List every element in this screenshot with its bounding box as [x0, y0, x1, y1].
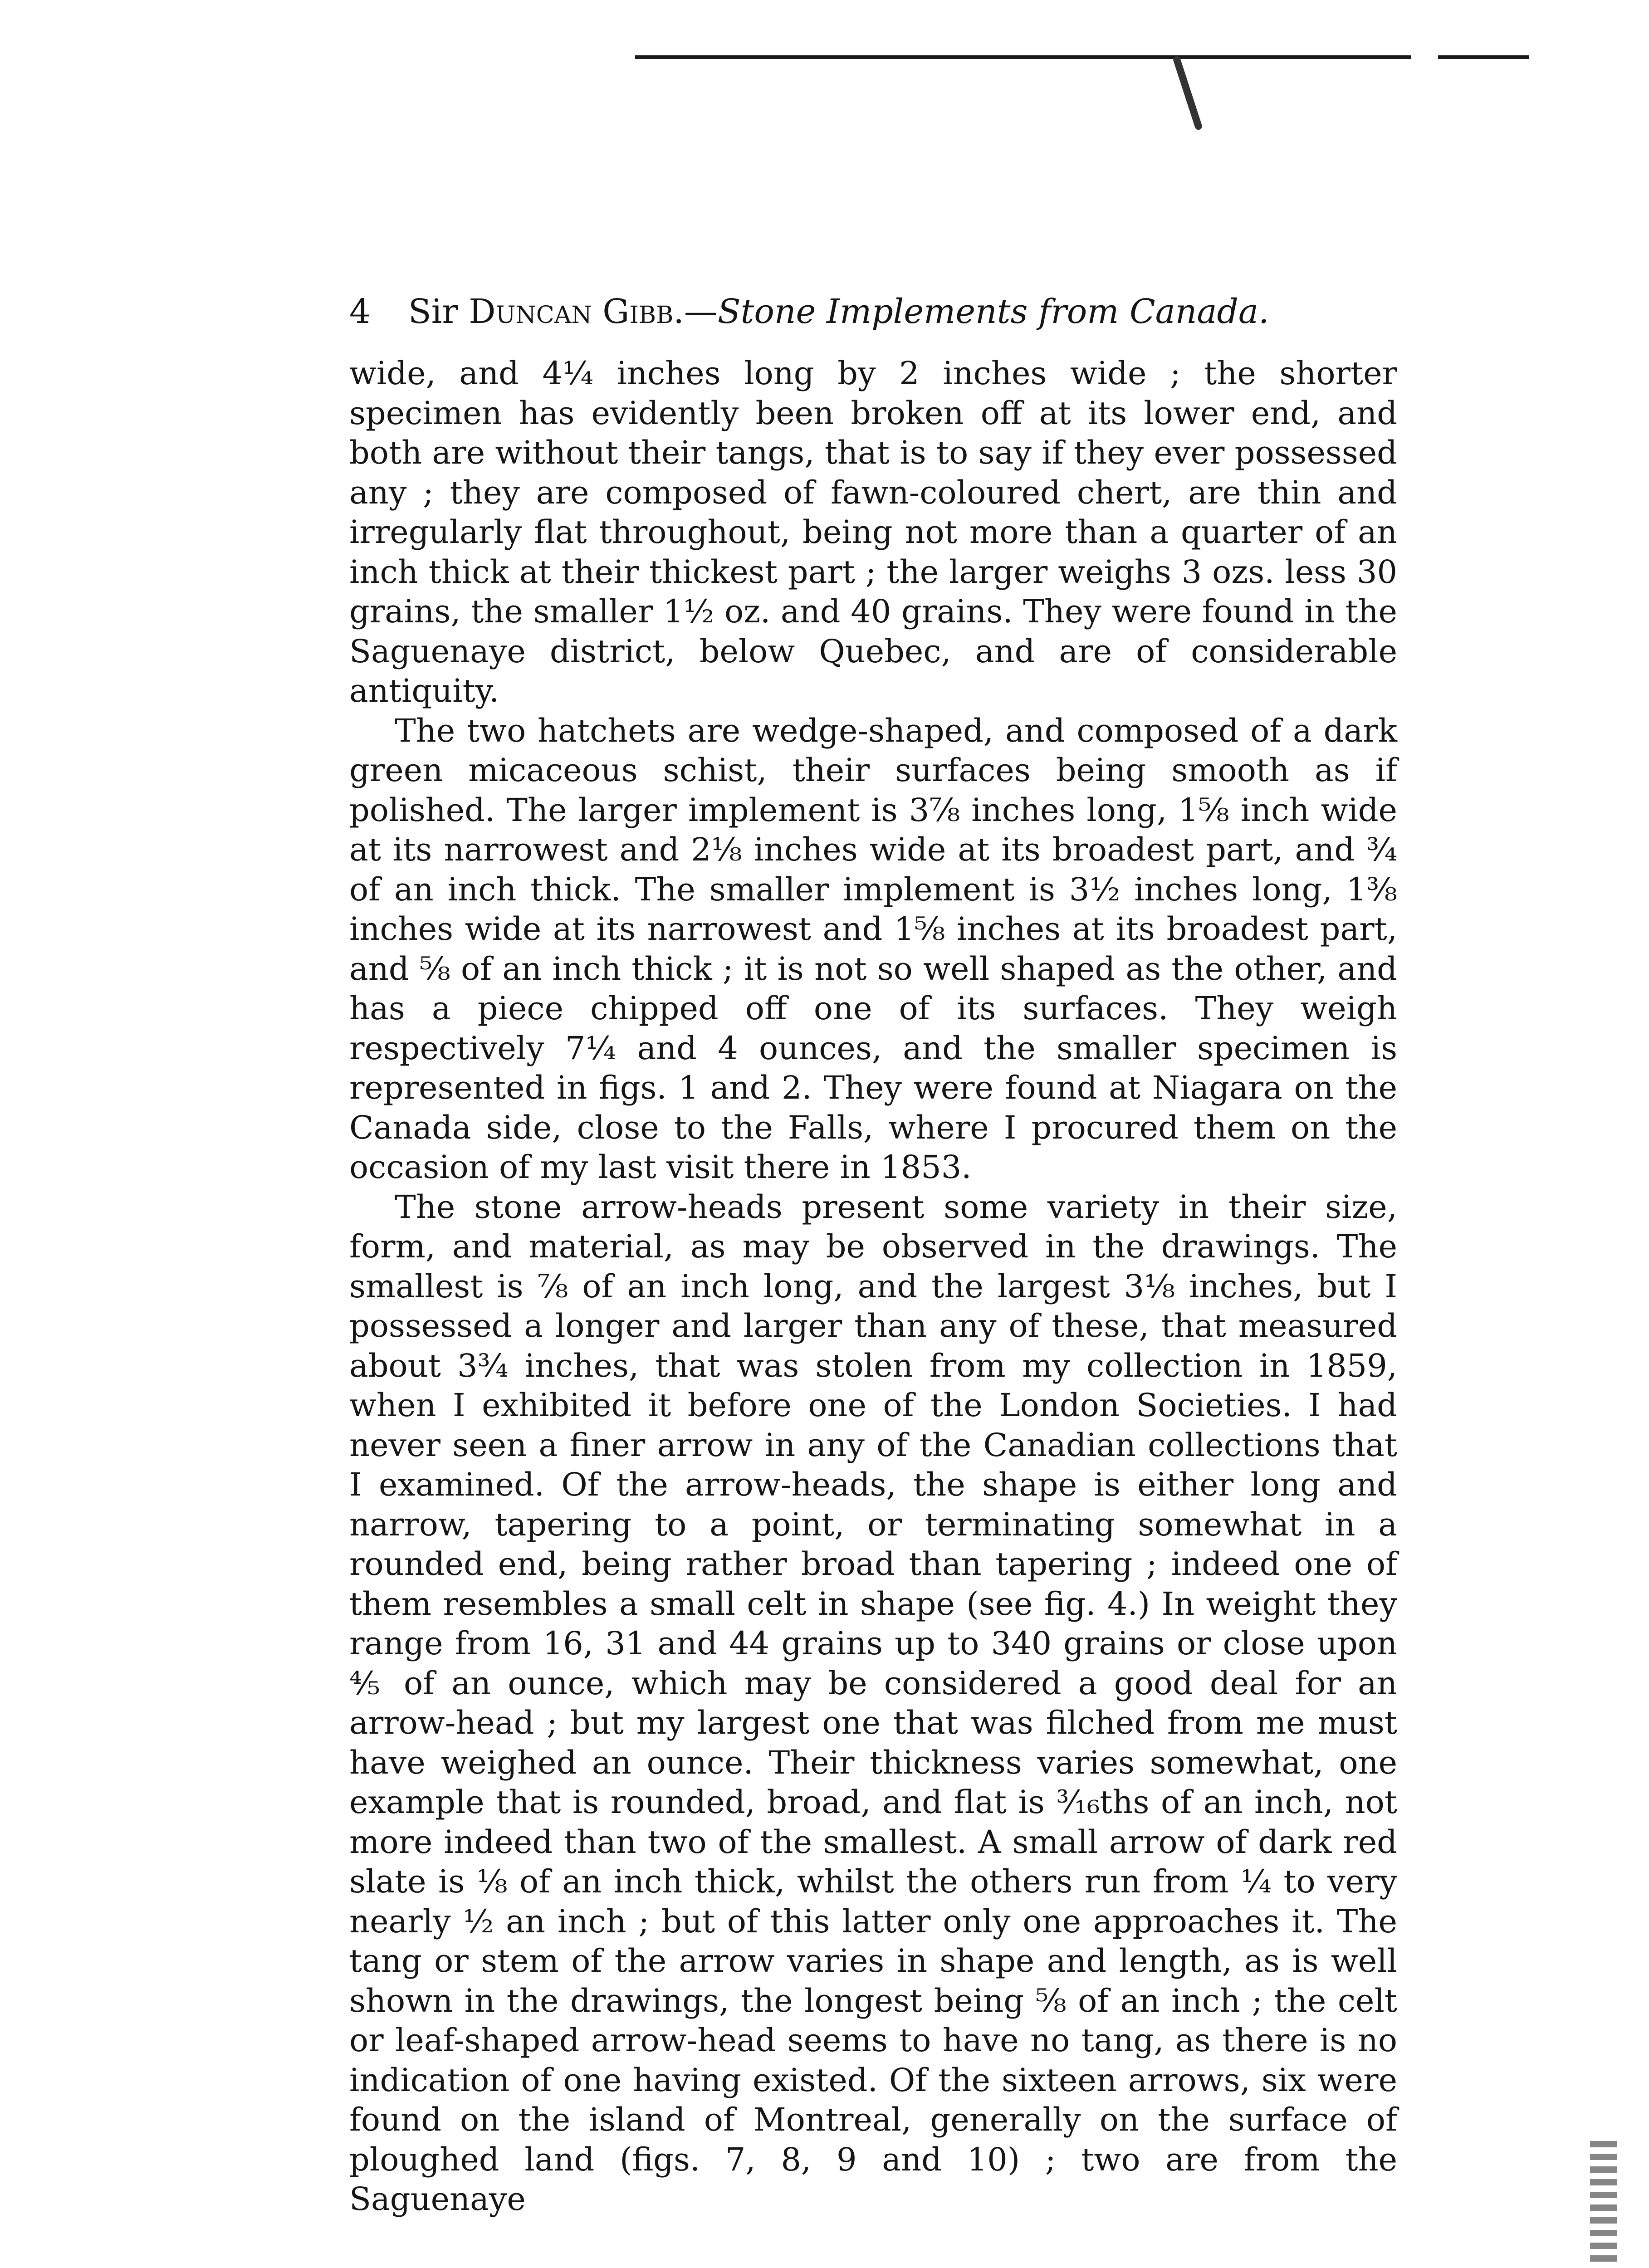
paragraph-1: wide, and 4¼ inches long by 2 inches wide ; the shorter specimen has evidently been broken off at its lower end, and both are without their tangs, that is to say if they ever possessed any ; they are composed of fawn-coloured chert, are thin and irregularly flat throughout, being not more than a quarter of an inch thick at their thickest part ; the larger weighs 3 ozs. less 30 grains, the smaller 1½ oz. and 40 grains. They were found in the Saguenaye district, below Quebec, and are of considerable antiquity.: [349, 355, 1397, 709]
body-text: [349, 354, 1397, 2219]
top-rule: [635, 55, 1411, 59]
paragraph-3: The stone arrow-heads present some variety in their size, form, and material, as may be observed in the drawings. The smallest is ⅞ of an inch long, and the largest 3⅛ inches, but I possessed a longer and larger than any of these, that measured about 3¾ inches, that was stolen from my collection in 1859, when I exhibited it before one of the London Societies. I had never seen a finer arrow in any of the Canadian collections that I examined. Of the arrow-heads, the shape is either long and narrow, tapering to a point, or terminating somewhat in a rounded end, being rather broad than tapering ; indeed one of them resembles a small celt in shape (see fig. 4.) In weight they range from 16, 31 and 44 grains up to 340 grains or close upon ⅘ of an ounce, which may be considered a good deal for an arrow-head ; but my largest one that was filched from me must have weighed an ounce. Their thickness varies somewhat, one example that is rounded, broad, and flat is ³⁄₁₆ths of an inch, not more indeed than two of the smallest. A small arrow of dark red slate is ⅛ of an inch thick, whilst the others run from ¼ to very nearly ½ an inch ; but of this latter only one approaches it. The tang or stem of the arrow varies in shape and length, as is well shown in the drawings, the longest being ⅝ of an inch ; the celt or leaf-shaped arrow-head seems to have no tang, as there is no indication of one having existed. Of the sixteen arrows, six were found on the island of Montreal, generally on the surface of ploughed land (figs. 7, 8, 9 and 10) ; two are from the Saguenaye: [349, 1188, 1397, 2218]
running-header: [349, 272, 1293, 331]
running-head: [408, 292, 1293, 331]
article-title: Stone Implements from Canada.: [717, 292, 1269, 331]
header-separator: .—: [673, 292, 718, 331]
page-number: 4: [349, 292, 371, 331]
author-prefix: Sir: [408, 292, 469, 331]
author-name: Duncan Gibb: [469, 292, 674, 331]
ink-mark: [1172, 55, 1203, 131]
scan-edge-artifact: [1590, 2141, 1617, 2268]
paragraph-2: The two hatchets are wedge-shaped, and composed of a dark green micaceous schist, their surfaces being smooth as if polished. The larger implement is 3⅞ inches long, 1⅝ inch wide at its narrowest and 2⅛ inches wide at its broadest part, and ¾ of an inch thick. The smaller implement is 3½ inches long, 1⅜ inches wide at its narrowest and 1⅝ inches at its broadest part, and ⅝ of an inch thick ; it is not so well shaped as the other, and has a piece chipped off one of its surfaces. They weigh respectively 7¼ and 4 ounces, and the smaller specimen is represented in figs. 1 and 2. They were found at Niagara on the Canada side, close to the Falls, where I procured them on the occasion of my last visit there in 1853.: [349, 712, 1397, 1186]
